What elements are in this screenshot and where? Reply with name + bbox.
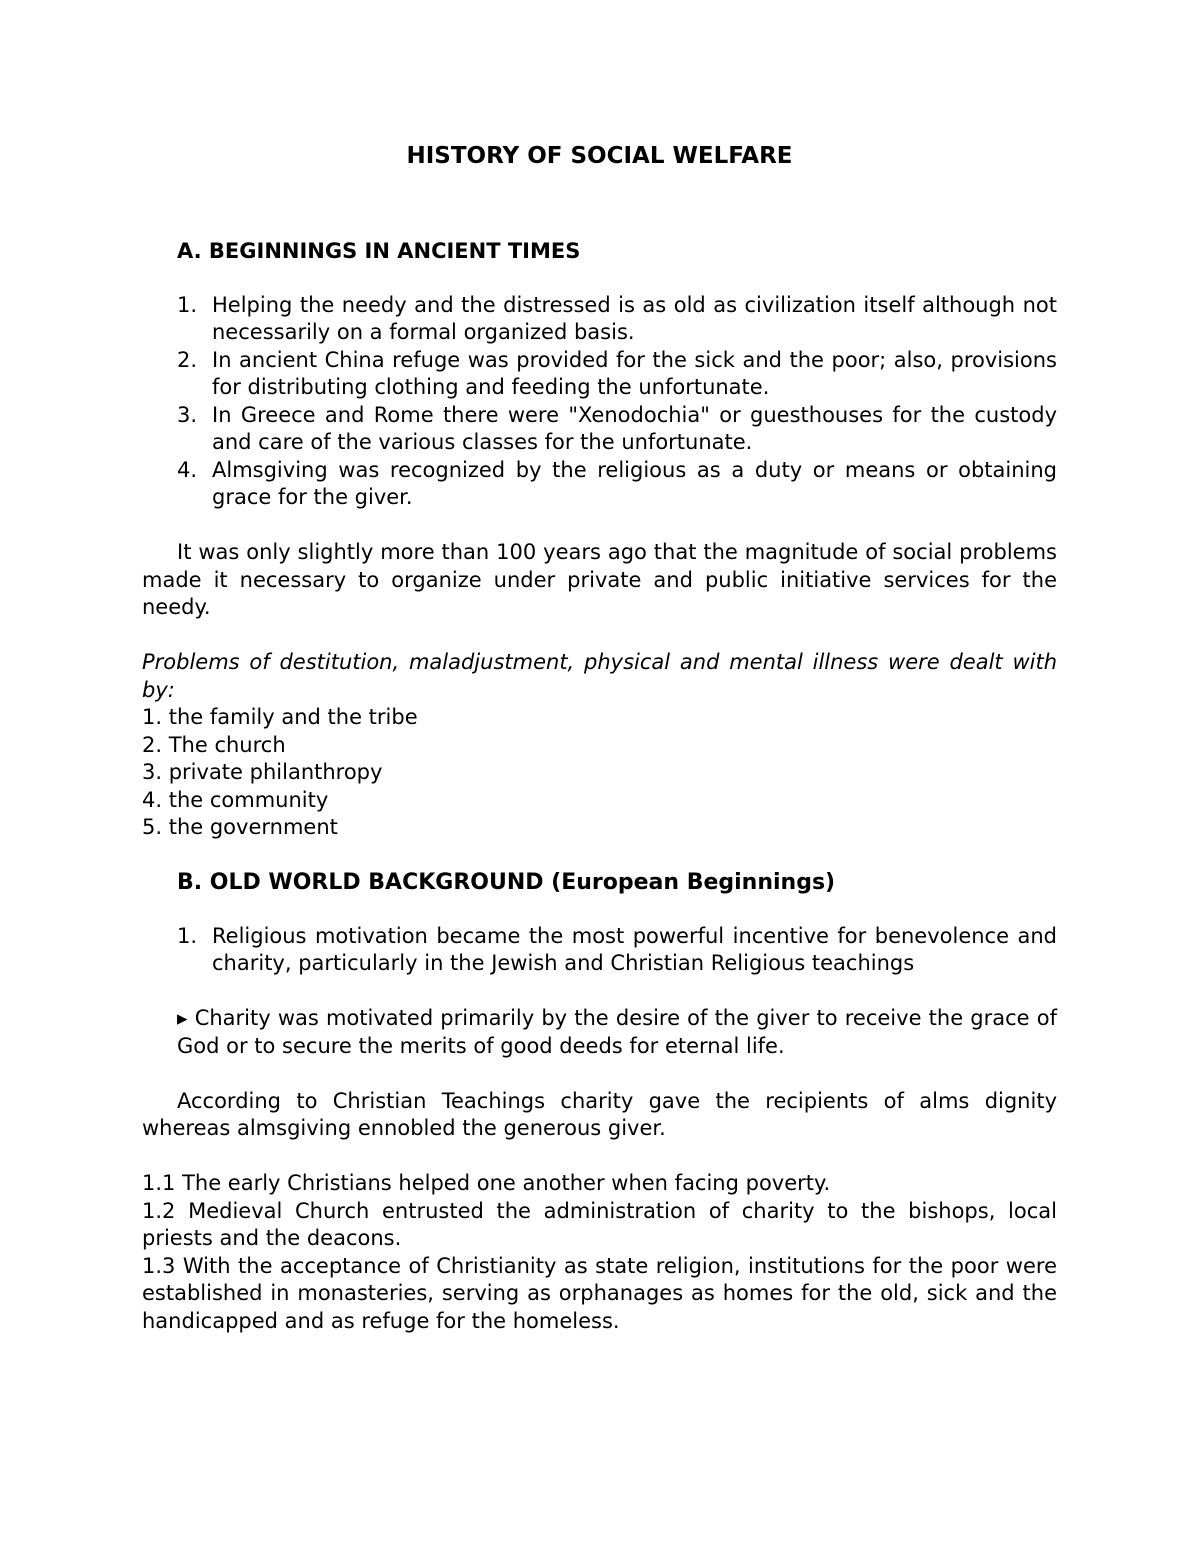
section-a-heading: A. BEGINNINGS IN ANCIENT TIMES [177,239,581,263]
list-item-number: 2. [177,347,198,372]
list-item-text: Helping the needy and the distressed is as old as civilization itself although not necessarily on a formal organized basis. [212,292,1057,344]
list-item-text: Almsgiving was recognized by the religious as a duty or means or obtaining grace for the giver. [212,457,1057,509]
problems-intro: Problems of destitution, maladjustment, physical and mental illness were dealt with by: [142,650,1057,702]
list-item: 1. the family and the tribe [142,705,418,729]
section-b-list [142,923,1057,978]
list-item-text: In Greece and Rome there were "Xenodochia" or guesthouses for the custody and care of the various classes for the unfortunate. [212,402,1057,454]
list-item: 1.3 With the acceptance of Christianity as state religion, institutions for the poor were established in monasteries, serving as orphanages as homes for the old, sick and the handicapped and as refuge for the homeless. [142,1253,1057,1333]
section-b-paragraph: According to Christian Teachings charity gave the recipients of alms dignity whereas almsgiving ennobled the generous giver. [142,1088,1057,1140]
list-item [142,457,1057,512]
list-item: 4. the community [142,787,329,812]
list-item-text: In ancient China refuge was provided for the sick and the poor; also, provisions for distributing clothing and feeding the unfortunate. [212,347,1057,399]
list-item [142,347,1057,402]
spacer [142,1060,1057,1088]
spacer [142,978,1057,1006]
section-b-heading: B. OLD WORLD BACKGROUND (European Beginnings) [177,870,836,895]
document-body [142,140,1057,1335]
list-item-number: 1. [177,923,198,948]
list-item: 1.2 Medieval Church entrusted the administration of charity to the bishops, local priests and the deacons. [142,1198,1057,1250]
subitems-list [142,1170,1057,1335]
list-item-number: 4. [177,457,198,482]
problems-list [142,704,1057,842]
spacer [142,622,1057,650]
bullet-paragraph: ▸ Charity was motivated primarily by the desire of the giver to receive the grace of God or to secure the merits of good deeds for eternal life. [177,1006,1057,1058]
list-item-text: Religious motivation became the most powerful incentive for benevolence and charity, particularly in the Jewish and Christian Religious teachings [212,923,1057,975]
spacer [142,842,1057,870]
list-item [142,402,1057,457]
list-item: 2. The church [142,732,286,757]
section-a-paragraph: It was only slightly more than 100 years ago that the magnitude of social problems made it necessary to organize under private and public initiative services for the needy. [142,540,1057,619]
list-item-number: 3. [177,402,198,427]
spacer [142,512,1057,540]
list-item: 1.1 The early Christians helped one another when facing poverty. [142,1171,831,1195]
list-item: 3. private philanthropy [142,760,383,784]
list-item-number: 1. [177,292,198,317]
page-title: HISTORY OF SOCIAL WELFARE [406,143,793,169]
spacer [142,1143,1057,1171]
list-item [142,923,1057,978]
list-item: 5. the government [142,815,338,839]
section-a-list [142,292,1057,512]
list-item [142,292,1057,347]
